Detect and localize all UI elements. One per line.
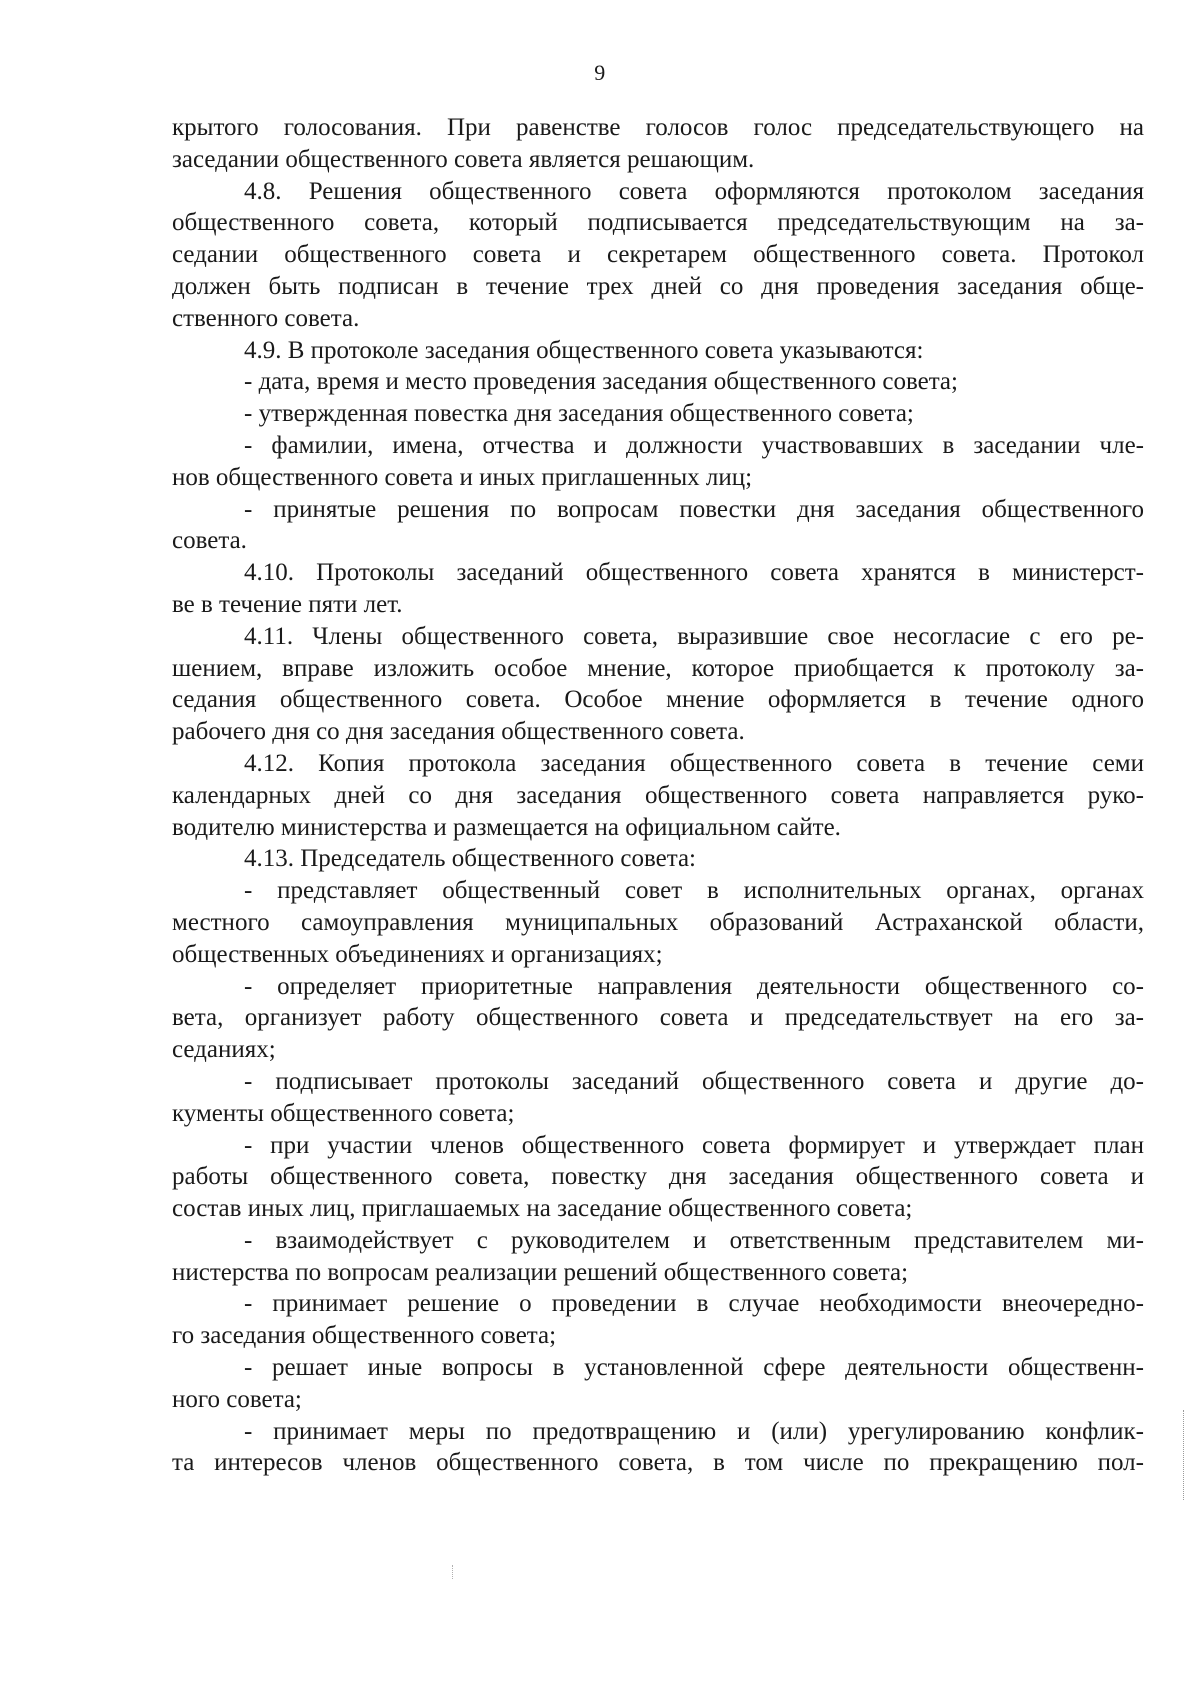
text-line: общественного совета, который подписывается председательствующим на за- <box>172 209 1144 237</box>
text-line: работы общественного совета, повестку дня заседания общественного совета и <box>172 1163 1144 1191</box>
scan-artifact <box>452 1565 456 1579</box>
text-line: общественных объединениях и организациях; <box>172 940 663 968</box>
text-line: вета, организует работу общественного совета и председательствует на его за- <box>172 1004 1144 1032</box>
text-line: шением, вправе изложить особое мнение, которое приобщается к протоколу за- <box>172 654 1144 682</box>
page-number: 9 <box>594 60 606 85</box>
text-line: - принимает решение о проведении в случае необходимости внеочередно- <box>244 1290 1144 1318</box>
text-line: седании общественного совета и секретарем общественного совета. Протокол <box>172 241 1144 269</box>
text-line: седаниях; <box>172 1036 276 1064</box>
scan-margin-mark <box>1183 1410 1186 1500</box>
text-line: - фамилии, имена, отчества и должности участвовавших в заседании чле- <box>244 431 1144 459</box>
text-line: местного самоуправления муниципальных образований Астраханской области, <box>172 908 1144 936</box>
text-line: состав иных лиц, приглашаемых на заседание общественного совета; <box>172 1195 913 1223</box>
text-line: совета. <box>172 527 247 555</box>
text-line: - подписывает протоколы заседаний общественного совета и другие до- <box>244 1067 1144 1095</box>
text-line: ве в течение пяти лет. <box>172 590 403 618</box>
text-line: 4.9. В протоколе заседания общественного совета указываются: <box>244 336 924 364</box>
document-body <box>172 112 1144 1479</box>
text-line: го заседания общественного совета; <box>172 1322 557 1350</box>
text-line: - принятые решения по вопросам повестки дня заседания общественного <box>244 495 1144 523</box>
text-line: календарных дней со дня заседания общественного совета направляется руко- <box>172 781 1144 809</box>
text-line: нистерства по вопросам реализации решений общественного совета; <box>172 1258 909 1286</box>
text-line: - решает иные вопросы в установленной сфере деятельности общественн- <box>244 1354 1144 1382</box>
text-line: 4.12. Копия протокола заседания общественного совета в течение семи <box>244 749 1144 777</box>
text-line: ного совета; <box>172 1385 302 1413</box>
text-line: - принимает меры по предотвращению и (или) урегулированию конфлик- <box>244 1417 1144 1445</box>
text-line: должен быть подписан в течение трех дней со дня проведения заседания обще- <box>172 272 1144 300</box>
text-line: 4.8. Решения общественного совета оформляются протоколом заседания <box>244 177 1144 205</box>
text-line: - определяет приоритетные направления деятельности общественного со- <box>244 972 1144 1000</box>
text-line: рабочего дня со дня заседания общественного совета. <box>172 718 745 746</box>
text-line: кументы общественного совета; <box>172 1099 515 1127</box>
text-line: - взаимодействует с руководителем и ответственным представителем ми- <box>244 1226 1144 1254</box>
text-line: - дата, время и место проведения заседания общественного совета; <box>244 368 958 396</box>
text-line: 4.13. Председатель общественного совета: <box>244 845 697 873</box>
text-line: - утвержденная повестка дня заседания общественного совета; <box>244 400 914 428</box>
text-line: - представляет общественный совет в исполнительных органах, органах <box>244 877 1144 905</box>
text-line: та интересов членов общественного совета, в том числе по прекращению пол- <box>172 1449 1144 1477</box>
text-line: ственного совета. <box>172 304 360 332</box>
text-line: заседании общественного совета является решающим. <box>172 145 755 173</box>
text-line: седания общественного совета. Особое мнение оформляется в течение одного <box>172 686 1144 714</box>
text-line: 4.10. Протоколы заседаний общественного совета хранятся в министерст- <box>244 559 1144 587</box>
text-line: нов общественного совета и иных приглашенных лиц; <box>172 463 753 491</box>
text-line: водителю министерства и размещается на официальном сайте. <box>172 813 841 841</box>
text-line: - при участии членов общественного совета формирует и утверждает план <box>244 1131 1144 1159</box>
text-line: крытого голосования. При равенстве голосов голос председательствующего на <box>172 114 1144 141</box>
text-line: 4.11. Члены общественного совета, выразившие свое несогласие с его ре- <box>244 622 1144 650</box>
